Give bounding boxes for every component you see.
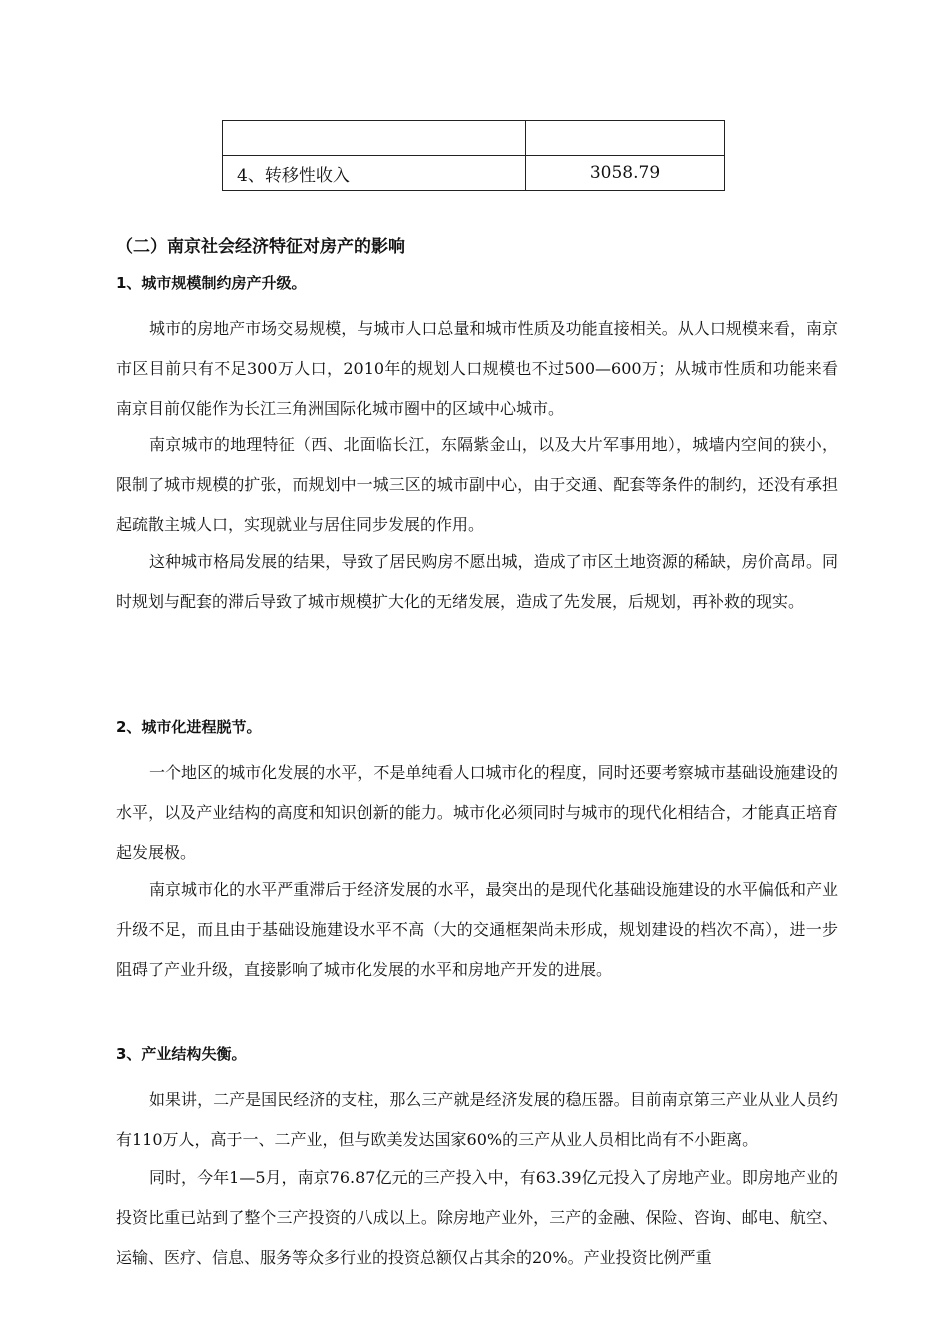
subsection-heading-3: 3、产业结构失衡。 <box>116 1045 247 1063</box>
table-cell-value <box>526 121 725 156</box>
section-heading: （二）南京社会经济特征对房产的影响 <box>116 237 405 257</box>
paragraph: 一个地区的城市化发展的水平，不是单纯看人口城市化的程度，同时还要考察城市基础设施建设的水平，以及产业结构的高度和知识创新的能力。城市化必须同时与城市的现代化相结合，才能真正培育起发展极。 <box>116 763 838 862</box>
subsection-heading-1: 1、城市规模制约房产升级。 <box>116 274 307 292</box>
paragraph: 这种城市格局发展的结果，导致了居民购房不愿出城，造成了市区土地资源的稀缺，房价高昂。同时规划与配套的滞后导致了城市规模扩大化的无绪发展，造成了先发展，后规划，再补救的现实。 <box>116 552 838 611</box>
table-row <box>223 156 725 191</box>
paragraph: 城市的房地产市场交易规模，与城市人口总量和城市性质及功能直接相关。从人口规模来看，南京市区目前只有不足300万人口，2010年的规划人口规模也不过500—600万；从城市性质和功能来看南京目前仅能作为长江三角洲国际化城市圈中的区域中心城市。 <box>116 319 838 418</box>
income-table <box>222 120 725 191</box>
paragraph: 如果讲，二产是国民经济的支柱，那么三产就是经济发展的稳压器。目前南京第三产业从业人员约有110万人，高于一、二产业，但与欧美发达国家60%的三产从业人员相比尚有不小距离。 <box>116 1090 838 1149</box>
paragraph: 南京城市化的水平严重滞后于经济发展的水平，最突出的是现代化基础设施建设的水平偏低和产业升级不足，而且由于基础设施建设水平不高（大的交通框架尚未形成，规划建设的档次不高），进一步阻碍了产业升级，直接影响了城市化发展的水平和房地产开发的进展。 <box>116 880 838 979</box>
table-row <box>223 121 725 156</box>
table-cell-value: 3058.79 <box>526 156 725 191</box>
table-cell-label <box>223 121 526 156</box>
table-cell-label: 4、转移性收入 <box>223 156 526 191</box>
paragraph: 南京城市的地理特征（西、北面临长江，东隔紫金山，以及大片军事用地），城墙内空间的狭小，限制了城市规模的扩张，而规划中一城三区的城市副中心，由于交通、配套等条件的制约，还没有承担起疏散主城人口，实现就业与居住同步发展的作用。 <box>116 435 838 534</box>
subsection-heading-2: 2、城市化进程脱节。 <box>116 718 262 736</box>
paragraph: 同时，今年1—5月，南京76.87亿元的三产投入中，有63.39亿元投入了房地产业。即房地产业的投资比重已站到了整个三产投资的八成以上。除房地产业外，三产的金融、保险、咨询、邮电、航空、运输、医疗、信息、服务等众多行业的投资总额仅占其余的20%。产业投资比例严重 <box>116 1168 838 1267</box>
